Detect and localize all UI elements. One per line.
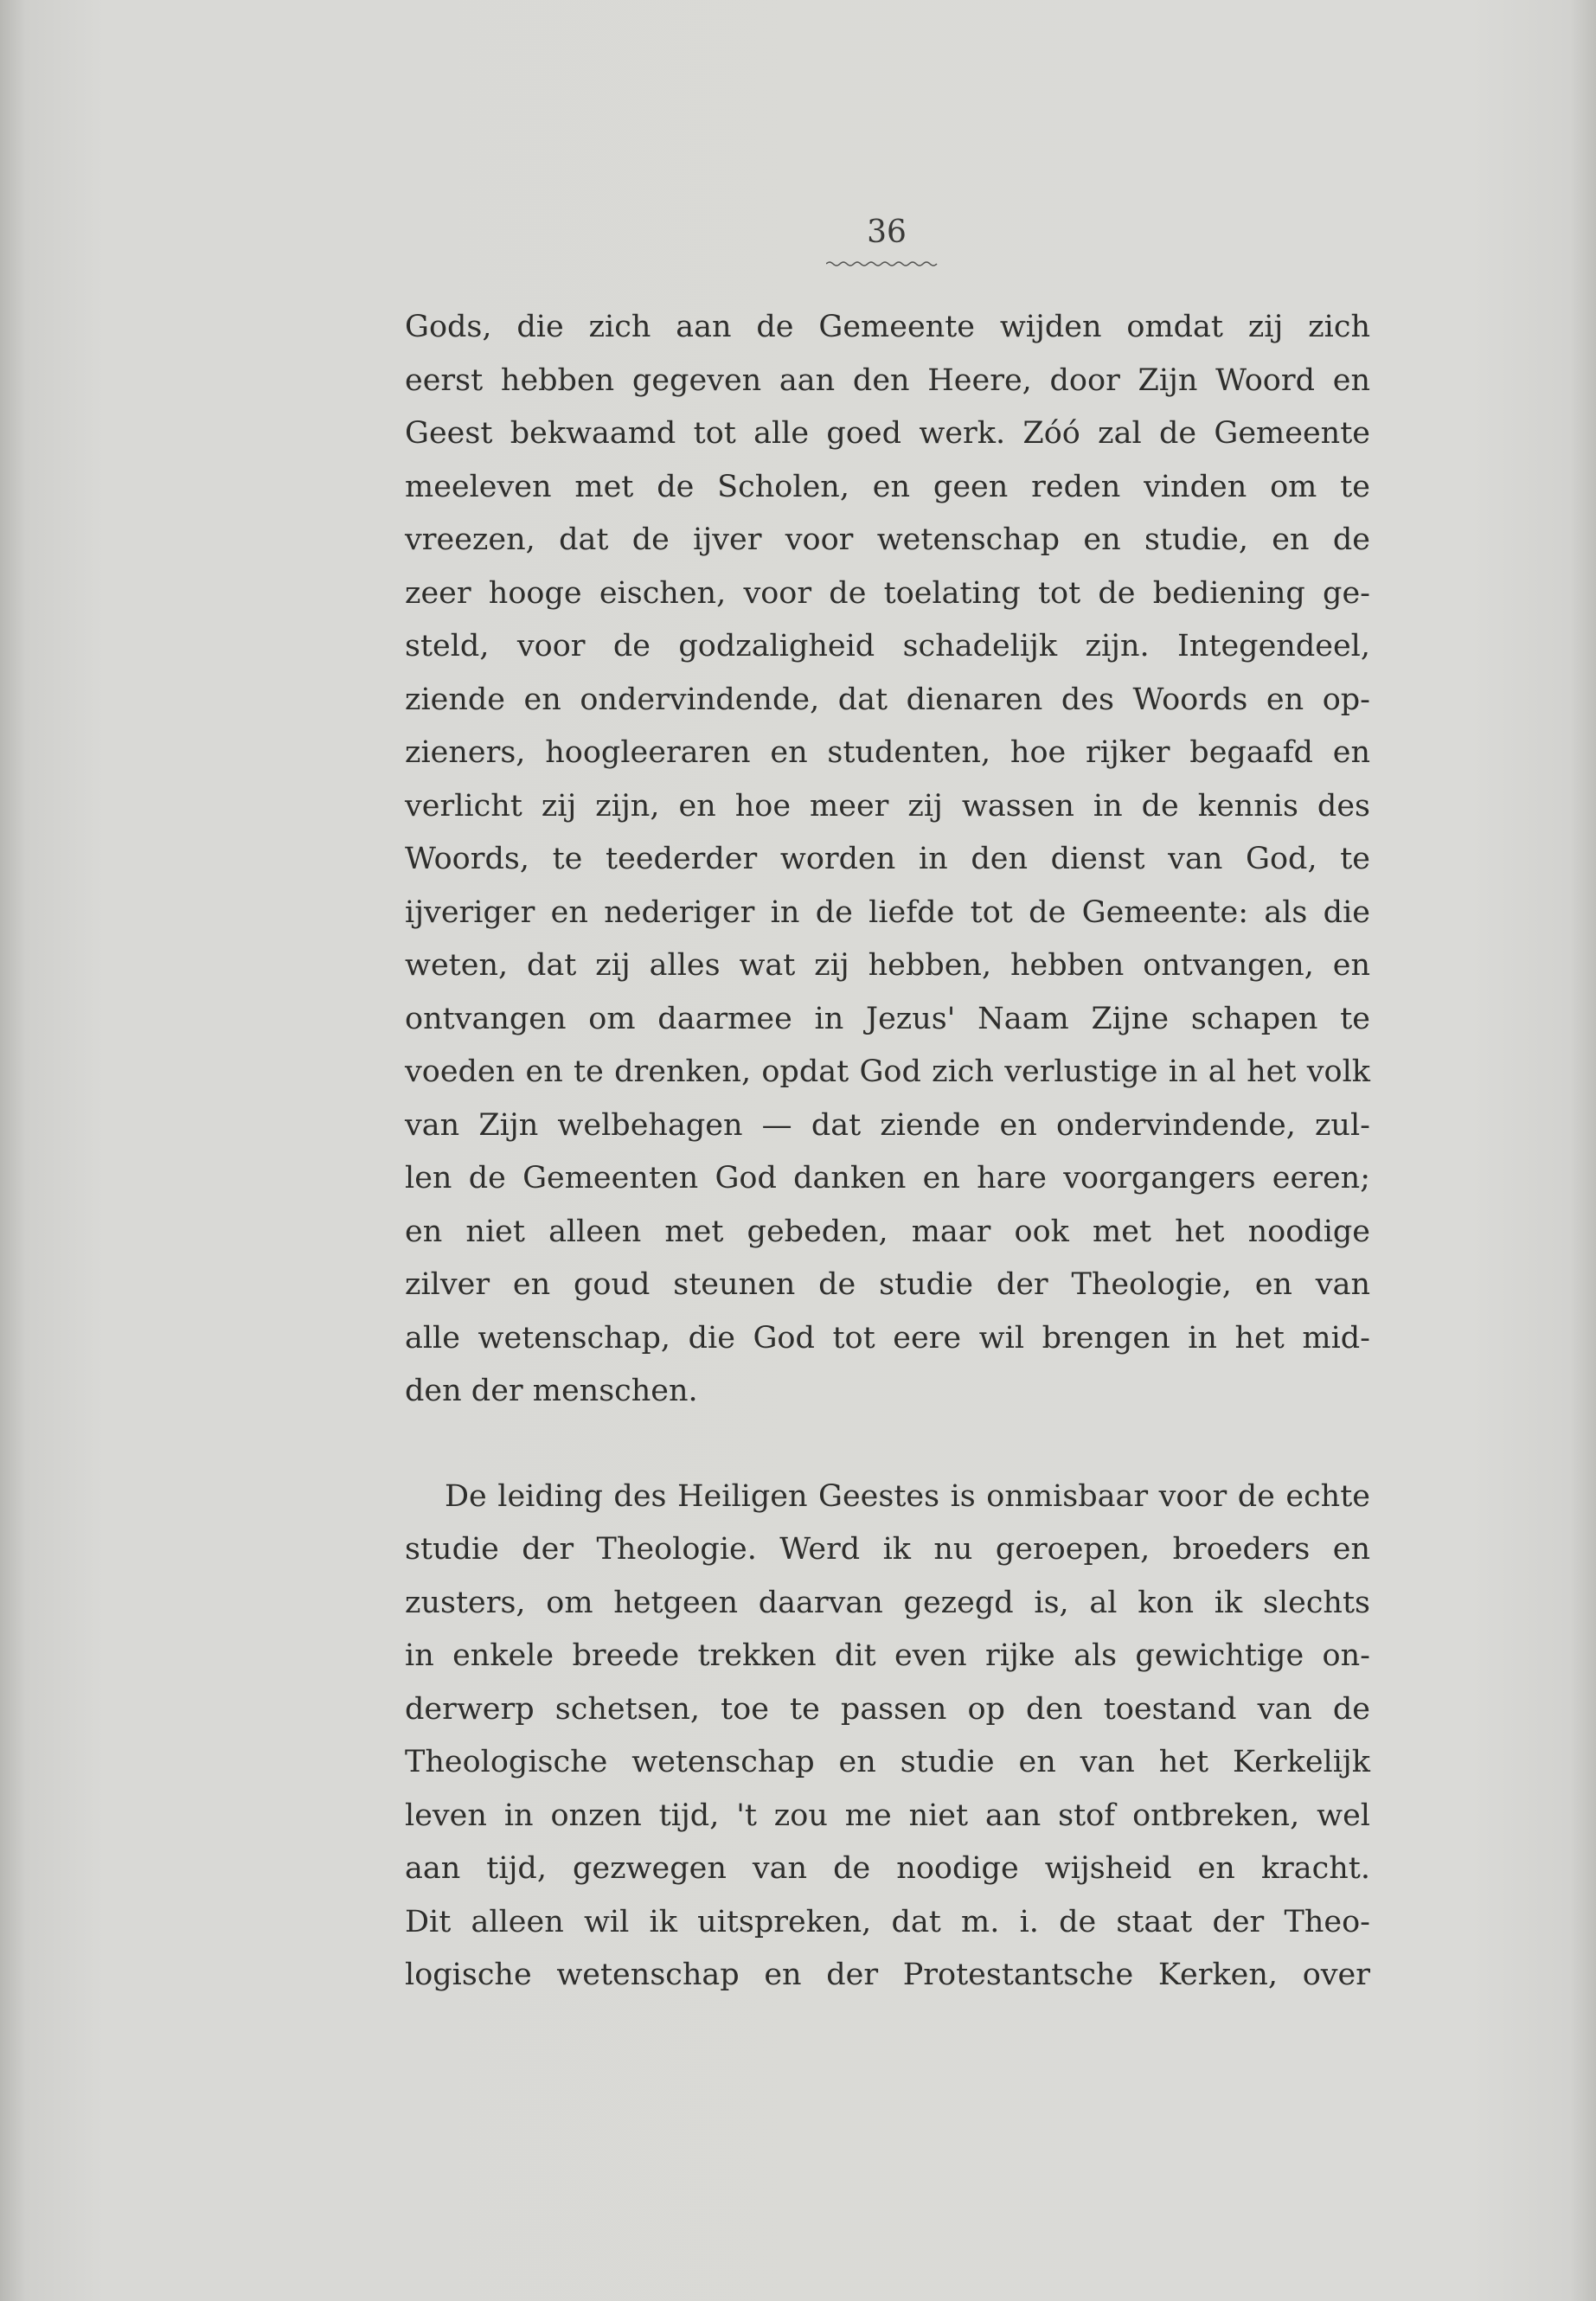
text-line: in enkele breede trekken dit even rijke als gewichtige on-: [405, 1638, 1370, 1673]
text-line: derwerp schetsen, toe te passen op den toestand van de: [405, 1691, 1370, 1727]
text-line: aan tijd, gezwegen van de noodige wijsheid en kracht.: [405, 1851, 1370, 1886]
text-line: meeleven met de Scholen, en geen reden vinden om te: [405, 469, 1370, 504]
text-line: weten, dat zij alles wat zij hebben, hebben ontvangen, en: [405, 948, 1370, 983]
text-line: studie der Theologie. Werd ik nu geroepen, broeders en: [405, 1532, 1370, 1567]
text-line: alle wetenschap, die God tot eere wil brengen in het mid-: [405, 1320, 1370, 1356]
paragraph-1: [405, 301, 1370, 1419]
text-line: ziende en ondervindende, dat dienaren des Woords en op-: [405, 682, 1370, 717]
text-line: zusters, om hetgeen daarvan gezegd is, al kon ik slechts: [405, 1585, 1370, 1620]
text-line: logische wetenschap en der Protestantsche Kerken, over: [405, 1958, 1370, 1992]
text-line: den der menschen.: [405, 1374, 698, 1408]
text-line: len de Gemeenten God danken en hare voorgangers eeren;: [405, 1161, 1370, 1195]
text-line: verlicht zij zijn, en hoe meer zij wassen in de kennis des: [405, 788, 1370, 824]
text-line: zilver en goud steunen de studie der Theologie, en van: [405, 1267, 1370, 1302]
page-number-ornament: [826, 260, 939, 268]
text-line: ontvangen om daarmee in Jezus' Naam Zijne schapen te: [405, 1001, 1370, 1036]
text-line: Dit alleen wil ik uitspreken, dat m. i. de staat der Theo-: [405, 1904, 1370, 1939]
text-line: en niet alleen met gebeden, maar ook met het noodige: [405, 1214, 1370, 1249]
text-line: van Zijn welbehagen — dat ziende en ondervindende, zul-: [405, 1107, 1370, 1143]
text-line: voeden en te drenken, opdat God zich verlustige in al het volk: [405, 1054, 1370, 1089]
body-text: [405, 301, 1370, 2003]
text-line: zeer hooge eischen, voor de toelating tot de bediening ge-: [405, 575, 1370, 611]
page-number: 36: [867, 215, 907, 250]
text-line: Theologische wetenschap en studie en van het Kerkelijk: [405, 1745, 1370, 1779]
text-line: ijveriger en nederiger in de liefde tot de Gemeente: als die: [405, 894, 1370, 930]
text-line: Gods, die zich aan de Gemeente wijden omdat zij zich: [405, 310, 1370, 344]
text-line: De leiding des Heiligen Geestes is onmisbaar voor de echte: [445, 1478, 1370, 1514]
text-line: leven in onzen tijd, 't zou me niet aan stof ontbreken, wel: [405, 1798, 1370, 1833]
paragraph-gap: [405, 1419, 1370, 1471]
text-line: Geest bekwaamd tot alle goed werk. Zóó zal de Gemeente: [405, 416, 1370, 451]
paragraph-2: [405, 1471, 1370, 2003]
text-line: Woords, te teederder worden in den dienst van God, te: [405, 842, 1370, 876]
text-line: vreezen, dat de ijver voor wetenschap en studie, en de: [405, 522, 1370, 557]
text-line: steld, voor de godzaligheid schadelijk zijn. Integendeel,: [405, 629, 1370, 663]
text-line: eerst hebben gegeven aan den Heere, door Zijn Woord en: [405, 362, 1370, 398]
text-line: zieners, hoogleeraren en studenten, hoe rijker begaafd en: [405, 735, 1370, 770]
